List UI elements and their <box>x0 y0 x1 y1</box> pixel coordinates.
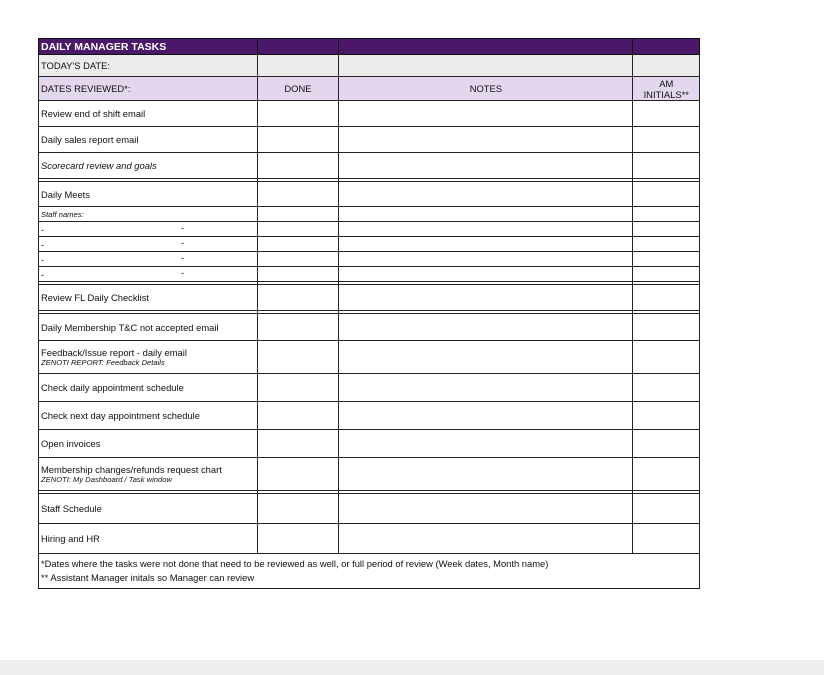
todays-date-label: TODAY'S DATE: <box>39 55 258 77</box>
task-row <box>39 101 700 127</box>
staff-row: - - <box>39 237 700 252</box>
task-row <box>39 402 700 430</box>
staff-row: - - <box>39 267 700 282</box>
task-row <box>39 182 700 207</box>
done-cell[interactable] <box>257 430 339 458</box>
footnote-2: ** Assistant Manager initals so Manager can review <box>41 572 255 583</box>
done-header: DONE <box>257 77 339 101</box>
done-cell[interactable] <box>257 402 339 430</box>
done-cell[interactable] <box>257 314 339 341</box>
task-label: Staff Schedule <box>39 494 258 524</box>
footnotes <box>39 554 700 589</box>
notes-cell[interactable] <box>339 458 633 491</box>
bottom-bar <box>0 660 824 675</box>
task-label: Check next day appointment schedule <box>39 402 258 430</box>
done-cell[interactable] <box>257 341 339 374</box>
notes-cell[interactable] <box>339 430 633 458</box>
header-row <box>39 77 700 101</box>
staff-row: - - <box>39 222 700 237</box>
task-label: Feedback/Issue report - daily email ZENOTI REPORT: Feedback Details <box>39 341 258 374</box>
initials-cell[interactable] <box>633 314 700 341</box>
done-cell[interactable] <box>257 182 339 207</box>
task-table <box>38 38 700 589</box>
notes-cell[interactable] <box>339 341 633 374</box>
task-label: Hiring and HR <box>39 524 258 554</box>
sheet-title: DAILY MANAGER TASKS <box>39 39 258 55</box>
staff-names-row <box>39 207 700 222</box>
done-cell[interactable] <box>257 494 339 524</box>
task-label: Review FL Daily Checklist <box>39 285 258 311</box>
task-row <box>39 430 700 458</box>
notes-cell[interactable] <box>339 127 633 153</box>
task-row <box>39 285 700 311</box>
initials-cell[interactable] <box>633 285 700 311</box>
task-row <box>39 524 700 554</box>
initials-cell[interactable] <box>633 524 700 554</box>
notes-header: NOTES <box>339 77 633 101</box>
task-label: Scorecard review and goals <box>39 153 258 179</box>
initials-cell[interactable] <box>633 101 700 127</box>
staff-row: - - <box>39 252 700 267</box>
notes-cell[interactable] <box>339 314 633 341</box>
done-cell[interactable] <box>257 285 339 311</box>
task-sheet <box>38 38 700 589</box>
initials-cell[interactable] <box>633 341 700 374</box>
task-label: Daily Meets <box>39 182 258 207</box>
task-row <box>39 341 700 374</box>
footnote-1: *Dates where the tasks were not done that need to be reviewed as well, or full period of review (Week dates, Month name) <box>41 558 549 569</box>
task-label: Membership changes/refunds request chart ZENOTI: My Dashboard / Task window <box>39 458 258 491</box>
done-cell[interactable] <box>257 524 339 554</box>
notes-cell[interactable] <box>339 101 633 127</box>
notes-cell[interactable] <box>339 494 633 524</box>
initials-cell[interactable] <box>633 153 700 179</box>
task-row <box>39 458 700 491</box>
todays-date-cell[interactable] <box>257 55 339 77</box>
initials-cell[interactable] <box>633 182 700 207</box>
task-label: Open invoices <box>39 430 258 458</box>
initials-cell[interactable] <box>633 402 700 430</box>
notes-cell[interactable] <box>339 374 633 402</box>
done-cell[interactable] <box>257 153 339 179</box>
am-initials-header: AM INITIALS** <box>633 77 700 101</box>
initials-cell[interactable] <box>633 494 700 524</box>
done-cell[interactable] <box>257 127 339 153</box>
initials-cell[interactable] <box>633 458 700 491</box>
initials-cell[interactable] <box>633 127 700 153</box>
notes-cell[interactable] <box>339 285 633 311</box>
footnotes-row <box>39 554 700 589</box>
notes-cell[interactable] <box>339 153 633 179</box>
task-row <box>39 494 700 524</box>
task-label: Review end of shift email <box>39 101 258 127</box>
task-label: Daily sales report email <box>39 127 258 153</box>
task-label: Daily Membership T&C not accepted email <box>39 314 258 341</box>
notes-cell[interactable] <box>339 402 633 430</box>
task-label: Check daily appointment schedule <box>39 374 258 402</box>
notes-cell[interactable] <box>339 524 633 554</box>
initials-cell[interactable] <box>633 374 700 402</box>
done-cell[interactable] <box>257 458 339 491</box>
dates-reviewed-header: DATES REVIEWED*: <box>39 77 258 101</box>
done-cell[interactable] <box>257 101 339 127</box>
staff-names-label: Staff names: <box>39 207 258 222</box>
task-row <box>39 153 700 179</box>
task-row <box>39 127 700 153</box>
task-row <box>39 374 700 402</box>
todays-date-row <box>39 55 700 77</box>
notes-cell[interactable] <box>339 182 633 207</box>
title-row <box>39 39 700 55</box>
done-cell[interactable] <box>257 374 339 402</box>
initials-cell[interactable] <box>633 430 700 458</box>
task-row <box>39 314 700 341</box>
